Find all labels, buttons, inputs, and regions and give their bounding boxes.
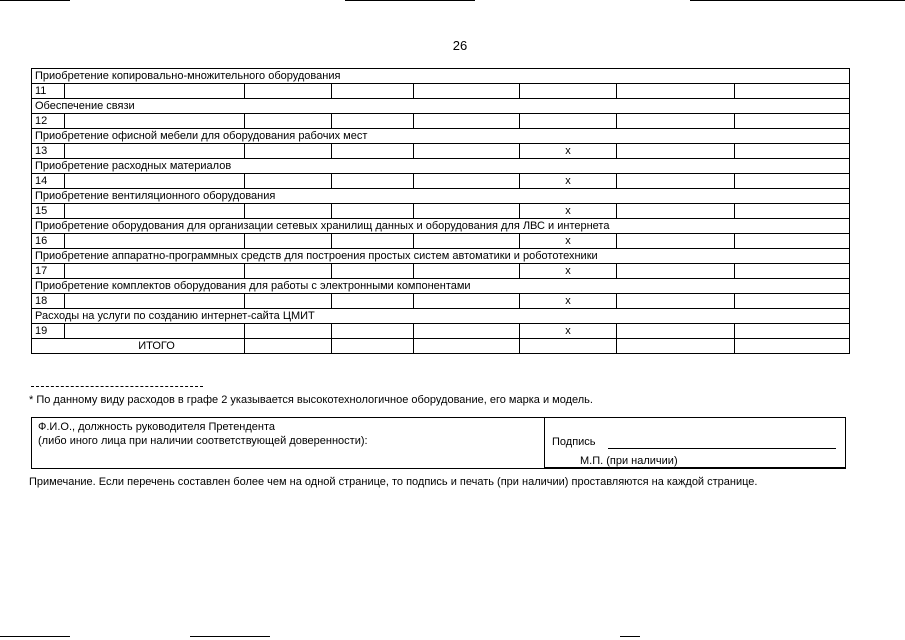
stamp-underline bbox=[545, 467, 846, 468]
row-number: 13 bbox=[32, 144, 65, 159]
table-cell bbox=[617, 264, 735, 279]
section-row bbox=[32, 189, 850, 204]
table-cell bbox=[245, 144, 332, 159]
x-mark-cell: x bbox=[520, 264, 617, 279]
row-number: 19 bbox=[32, 324, 65, 339]
x-mark-cell: x bbox=[520, 324, 617, 339]
table-cell bbox=[332, 174, 414, 189]
table-cell bbox=[332, 144, 414, 159]
table-row bbox=[32, 174, 850, 189]
row-number: 12 bbox=[32, 114, 65, 129]
row-number: 16 bbox=[32, 234, 65, 249]
table-row bbox=[32, 84, 850, 99]
signature-box bbox=[31, 417, 846, 469]
section-title: Расходы на услуги по созданию интернет-сайта ЦМИТ bbox=[32, 309, 850, 324]
table-cell bbox=[735, 339, 850, 354]
table-cell bbox=[245, 234, 332, 249]
section-row bbox=[32, 249, 850, 264]
section-title: Приобретение копировально-множительного оборудования bbox=[32, 69, 850, 84]
table-body bbox=[32, 69, 850, 354]
table-row bbox=[32, 264, 850, 279]
table-row bbox=[32, 144, 850, 159]
section-row bbox=[32, 99, 850, 114]
x-mark-cell bbox=[520, 84, 617, 99]
section-row bbox=[32, 219, 850, 234]
table-cell bbox=[735, 324, 850, 339]
table-cell bbox=[245, 174, 332, 189]
table-row bbox=[32, 324, 850, 339]
table-row bbox=[32, 114, 850, 129]
table-cell bbox=[65, 144, 245, 159]
page-number: 26 bbox=[452, 38, 468, 53]
row-number: 18 bbox=[32, 294, 65, 309]
section-title: Приобретение расходных материалов bbox=[32, 159, 850, 174]
table-cell bbox=[414, 114, 520, 129]
table-cell bbox=[245, 84, 332, 99]
table-cell bbox=[332, 324, 414, 339]
table-cell bbox=[332, 114, 414, 129]
table-cell bbox=[617, 84, 735, 99]
page-note: Примечание. Если перечень составлен более чем на одной странице, то подпись и печать (при наличии) проставляются на каждой странице. bbox=[29, 476, 758, 488]
table-cell bbox=[617, 324, 735, 339]
table-cell bbox=[735, 114, 850, 129]
top-edge-right bbox=[690, 0, 905, 1]
table-cell bbox=[65, 294, 245, 309]
section-title: Обеспечение связи bbox=[32, 99, 850, 114]
table-cell bbox=[332, 294, 414, 309]
table-cell bbox=[617, 339, 735, 354]
table-cell bbox=[414, 234, 520, 249]
table-cell bbox=[735, 174, 850, 189]
table-cell bbox=[332, 84, 414, 99]
footnote-separator bbox=[31, 386, 203, 387]
signature-label: Подпись bbox=[552, 436, 596, 448]
table-cell bbox=[617, 204, 735, 219]
table-cell bbox=[414, 174, 520, 189]
applicant-proxy-label: (либо иного лица при наличии соответствующей доверенности): bbox=[38, 435, 368, 447]
section-row bbox=[32, 69, 850, 84]
table-cell bbox=[414, 294, 520, 309]
table-cell bbox=[617, 144, 735, 159]
total-row bbox=[32, 339, 850, 354]
table-cell bbox=[617, 174, 735, 189]
x-mark-cell: x bbox=[520, 204, 617, 219]
table-cell bbox=[735, 84, 850, 99]
table-cell bbox=[65, 84, 245, 99]
section-row bbox=[32, 129, 850, 144]
x-mark-cell bbox=[520, 114, 617, 129]
table-cell bbox=[332, 204, 414, 219]
table-cell bbox=[65, 234, 245, 249]
section-title: Приобретение аппаратно-программных средств для построения простых систем автоматики и робототехники bbox=[32, 249, 850, 264]
total-label: ИТОГО bbox=[32, 339, 245, 354]
section-row bbox=[32, 309, 850, 324]
section-row bbox=[32, 279, 850, 294]
row-number: 11 bbox=[32, 84, 65, 99]
expense-table bbox=[31, 68, 850, 354]
bottom-edge-left bbox=[0, 636, 70, 637]
table-cell bbox=[245, 264, 332, 279]
table-cell bbox=[65, 324, 245, 339]
table-row bbox=[32, 294, 850, 309]
section-title: Приобретение вентиляционного оборудования bbox=[32, 189, 850, 204]
table-row bbox=[32, 204, 850, 219]
table-cell bbox=[735, 144, 850, 159]
table-cell bbox=[65, 264, 245, 279]
applicant-name-label: Ф.И.О., должность руководителя Претендента bbox=[38, 421, 276, 433]
top-edge-mid bbox=[345, 0, 475, 1]
table-cell bbox=[65, 174, 245, 189]
table-row bbox=[32, 234, 850, 249]
x-mark-cell: x bbox=[520, 174, 617, 189]
table-cell bbox=[332, 234, 414, 249]
table-cell bbox=[414, 324, 520, 339]
table-cell bbox=[332, 264, 414, 279]
table-cell bbox=[414, 84, 520, 99]
row-number: 17 bbox=[32, 264, 65, 279]
bottom-edge-mid bbox=[190, 636, 270, 637]
bottom-edge-right bbox=[620, 636, 640, 637]
table-cell bbox=[414, 144, 520, 159]
footnote: * По данному виду расходов в графе 2 указывается высокотехнологичное оборудование, его марка и модель. bbox=[29, 394, 593, 406]
table-cell bbox=[735, 234, 850, 249]
section-title: Приобретение офисной мебели для оборудования рабочих мест bbox=[32, 129, 850, 144]
table-cell bbox=[735, 204, 850, 219]
table-cell bbox=[617, 294, 735, 309]
table-cell bbox=[245, 114, 332, 129]
stamp-label: М.П. (при наличии) bbox=[580, 455, 678, 467]
table-cell bbox=[245, 339, 332, 354]
table-cell bbox=[332, 339, 414, 354]
table-cell bbox=[617, 114, 735, 129]
table-cell bbox=[65, 204, 245, 219]
table-cell bbox=[245, 294, 332, 309]
table-cell bbox=[414, 264, 520, 279]
table-cell bbox=[735, 264, 850, 279]
row-number: 15 bbox=[32, 204, 65, 219]
table-cell bbox=[414, 204, 520, 219]
table-cell bbox=[617, 234, 735, 249]
x-mark-cell: x bbox=[520, 234, 617, 249]
table-cell bbox=[65, 114, 245, 129]
table-cell bbox=[414, 339, 520, 354]
table-cell bbox=[520, 339, 617, 354]
x-mark-cell: x bbox=[520, 144, 617, 159]
section-title: Приобретение комплектов оборудования для работы с электронными компонентами bbox=[32, 279, 850, 294]
section-row bbox=[32, 159, 850, 174]
table-cell bbox=[245, 204, 332, 219]
row-number: 14 bbox=[32, 174, 65, 189]
table-cell bbox=[245, 324, 332, 339]
top-edge-left bbox=[0, 0, 70, 1]
signature-applicant-cell bbox=[32, 418, 545, 468]
x-mark-cell: x bbox=[520, 294, 617, 309]
signature-line bbox=[608, 448, 836, 449]
table-cell bbox=[735, 294, 850, 309]
section-title: Приобретение оборудования для организации сетевых хранилищ данных и оборудования для ЛВС и интернета bbox=[32, 219, 850, 234]
